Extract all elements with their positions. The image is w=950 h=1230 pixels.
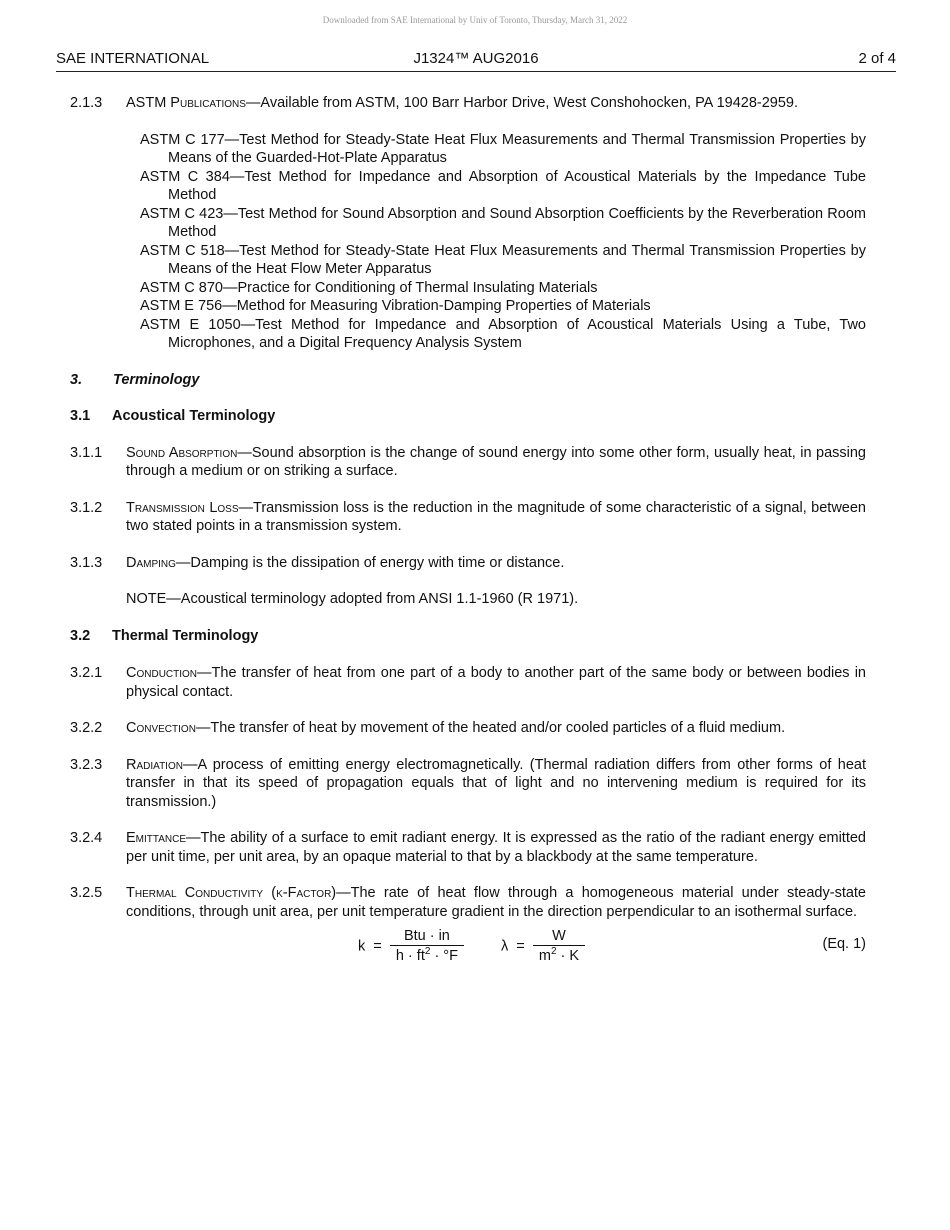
section-term: Thermal Conductivity (k-Factor) bbox=[126, 885, 337, 901]
section-text: —The transfer of heat by movement of the heated and/or cooled particles of a fluid medium. bbox=[195, 720, 786, 736]
reference-item: ASTM C 870—Practice for Conditioning of Thermal Insulating Materials bbox=[140, 279, 598, 296]
section-title: Terminology bbox=[113, 371, 200, 388]
section-3-1-2 bbox=[70, 499, 866, 536]
reference-item: ASTM C 423—Test Method for Sound Absorption and Sound Absorption Coefficients by the Reverberation Room Method bbox=[140, 205, 866, 240]
lambda-fraction bbox=[533, 927, 585, 966]
section-text: —The rate of heat flow through a homogeneous material under steady-state conditions, through unit area, per unit temperature gradient in the direction perpendicular to an isothermal surface. bbox=[126, 885, 866, 920]
equation-1 bbox=[70, 927, 866, 971]
section-title: Thermal Terminology bbox=[112, 627, 259, 644]
lambda-numerator: W bbox=[533, 927, 585, 946]
page-number: 2 of 4 bbox=[858, 50, 896, 67]
section-3-2-5 bbox=[70, 884, 866, 921]
section-text: —A process of emitting energy electromagnetically. (Thermal radiation differs from other forms of heat transfer in that its speed of propagation equals that of light and no intervening medium is required for its transmission.) bbox=[126, 756, 866, 810]
section-number: 2.1.3 bbox=[70, 95, 103, 111]
equals-sign: = bbox=[512, 938, 529, 955]
k-symbol: k bbox=[358, 938, 366, 955]
section-number: 3.2.1 bbox=[70, 665, 103, 681]
section-number: 3. bbox=[70, 371, 83, 388]
section-title: Acoustical Terminology bbox=[112, 408, 276, 424]
section-3-1-1 bbox=[70, 444, 866, 481]
reference-item: ASTM E 756—Method for Measuring Vibration-Damping Properties of Materials bbox=[140, 298, 651, 314]
section-text: —Sound absorption is the change of sound energy into some other form, usually heat, in passing through a medium or on striking a surface. bbox=[126, 444, 866, 479]
document-id: J1324™ AUG2016 bbox=[413, 50, 539, 67]
download-watermark: Downloaded from SAE International by Univ of Toronto, Thursday, March 31, 2022 bbox=[322, 15, 628, 25]
k-denominator: $h \cdot ft^2 \cdot ^\circ F$ bbox=[395, 946, 458, 964]
section-3-1-heading bbox=[70, 407, 866, 426]
section-3-heading bbox=[70, 371, 866, 390]
terminology-note: NOTE—Acoustical terminology adopted from ANSI 1.1-1960 (R 1971). bbox=[126, 591, 579, 607]
section-3-2-4 bbox=[70, 829, 866, 866]
k-factor-formula bbox=[358, 927, 464, 966]
section-term: Sound Absorption bbox=[126, 444, 238, 461]
section-3-2-heading bbox=[70, 627, 866, 646]
section-2-1-3 bbox=[70, 94, 866, 113]
section-number: 3.1.2 bbox=[70, 499, 103, 516]
lambda-formula bbox=[501, 927, 585, 966]
lambda-denominator: $m^2 \cdot K$ bbox=[538, 946, 580, 964]
document-body bbox=[70, 94, 866, 971]
k-numerator: Btu · in bbox=[390, 927, 464, 946]
section-text: —The ability of a surface to emit radiant energy. It is expressed as the ratio of the radiant energy emitted per unit time, per unit area, by an opaque material to that by a blackbody at the same temperature. bbox=[126, 830, 866, 865]
section-term: Emittance bbox=[126, 830, 187, 846]
section-number: 3.1.3 bbox=[70, 554, 103, 571]
section-number: 3.2.3 bbox=[70, 756, 103, 773]
section-term: Damping bbox=[126, 554, 176, 571]
section-text: —Available from ASTM, 100 Barr Harbor Drive, West Conshohocken, PA 19428-2959. bbox=[245, 95, 798, 111]
reference-item: ASTM E 1050—Test Method for Impedance and Absorption of Acoustical Materials Using a Tube, Two Microphones, and a Digital Frequency Analysis System bbox=[140, 316, 866, 351]
section-number: 3.2.5 bbox=[70, 885, 103, 901]
equation-label: (Eq. 1) bbox=[822, 936, 866, 952]
section-number: 3.1 bbox=[70, 408, 91, 424]
section-3-2-3 bbox=[70, 756, 866, 812]
section-3-2-1 bbox=[70, 664, 866, 701]
section-term: Radiation bbox=[126, 756, 183, 773]
section-text: —Transmission loss is the reduction in the magnitude of some characteristic of a signal, between two stated points in a transmission system. bbox=[126, 499, 866, 534]
equals-sign: = bbox=[369, 938, 386, 955]
section-term: Conduction bbox=[126, 665, 198, 681]
lambda-symbol: λ bbox=[501, 938, 509, 955]
section-3-2-2 bbox=[70, 719, 866, 738]
reference-item: ASTM C 177—Test Method for Steady-State Heat Flux Measurements and Thermal Transmission Properties by Means of the Guarded-Hot-Plate Apparatus bbox=[140, 131, 866, 166]
section-term: Convection bbox=[126, 720, 196, 736]
page-header bbox=[56, 49, 896, 72]
section-number: 3.2 bbox=[70, 627, 91, 644]
reference-item: ASTM C 518—Test Method for Steady-State Heat Flux Measurements and Thermal Transmission Properties by Means of the Heat Flow Meter Apparatus bbox=[140, 242, 866, 277]
section-number: 3.2.2 bbox=[70, 720, 103, 736]
section-number: 3.2.4 bbox=[70, 830, 103, 846]
section-3-1-3 bbox=[70, 554, 866, 573]
section-text: —Damping is the dissipation of energy with time or distance. bbox=[175, 554, 565, 571]
reference-item: ASTM C 384—Test Method for Impedance and Absorption of Acoustical Materials by the Impedance Tube Method bbox=[140, 168, 866, 203]
reference-list bbox=[70, 131, 866, 353]
publisher-name: SAE INTERNATIONAL bbox=[56, 50, 210, 67]
section-term: Transmission Loss bbox=[126, 499, 239, 516]
section-term: ASTM Publications bbox=[126, 95, 246, 111]
section-text: —The transfer of heat from one part of a body to another part of the same body or between bodies in physical contact. bbox=[126, 665, 866, 700]
k-fraction bbox=[390, 927, 464, 966]
section-number: 3.1.1 bbox=[70, 444, 103, 461]
